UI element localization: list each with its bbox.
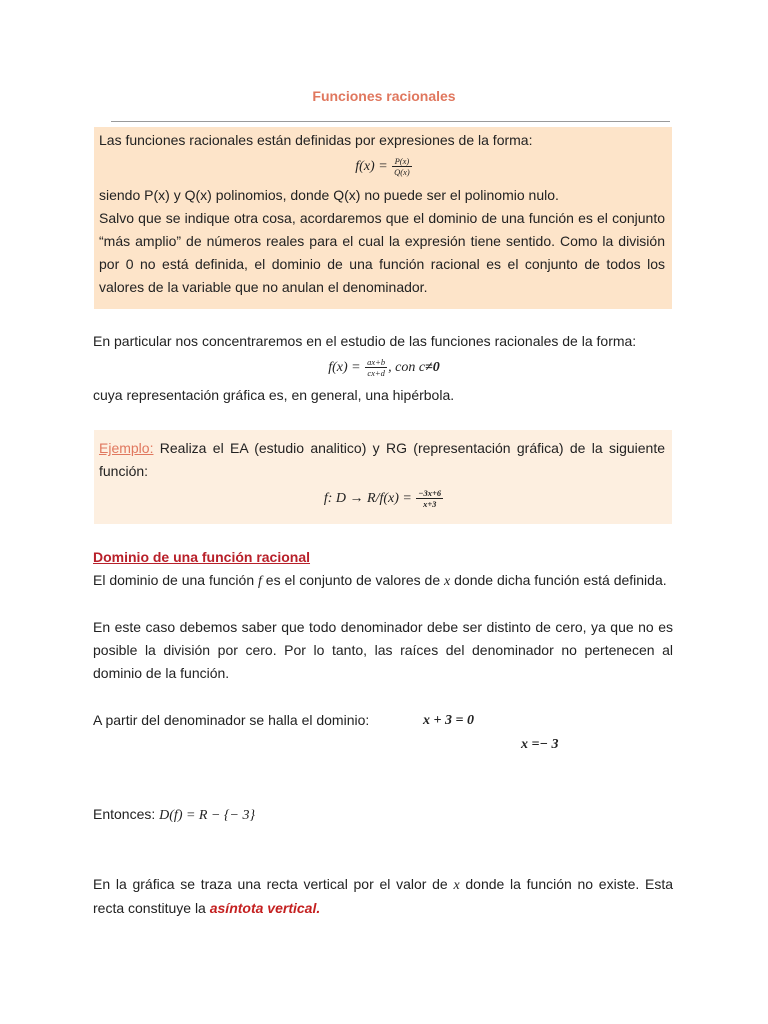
equation-1 <box>423 709 474 732</box>
formula-numerator: P(x) <box>392 156 412 167</box>
dominio-paragraph-2: En este caso debemos saber que todo denominador debe ser distinto de cero, ya que no es posible la división por cero. Por lo tanto, las raíces del denominador no pertenecen al dominio de la función. <box>93 619 673 681</box>
particular-formula <box>0 357 768 378</box>
text-run: El dominio de una función <box>93 572 258 588</box>
asintota-vertical-term: asíntota vertical. <box>209 900 321 916</box>
text-run: donde dicha función está definida. <box>450 572 667 588</box>
domain-expression: D(f) = R − {− 3} <box>159 808 256 823</box>
text-run: En la gráfica se traza una recta vertical por el valor de <box>93 876 454 892</box>
section-heading-dominio <box>93 546 673 569</box>
math-f: f <box>258 574 262 589</box>
formula-numerator: −3x+6 <box>418 488 442 498</box>
formula-fraction <box>392 156 412 177</box>
particular-line-2: cuya representación gráfica es, en general, una hipérbola. <box>93 387 455 403</box>
intro-line-2: siendo P(x) y Q(x) polinomios, donde Q(x) no puede ser el polinomio nulo. <box>99 187 559 203</box>
equation-1-text: x + 3 = 0 <box>423 713 474 728</box>
formula-numerator: ax+b <box>367 357 386 367</box>
math-x: x <box>444 574 451 589</box>
formula-lhs: f(x) = <box>328 360 365 376</box>
formula-denominator: x+3 <box>423 499 437 509</box>
section-heading-text: Dominio de una función racional <box>93 549 311 565</box>
entonces-line <box>93 803 673 827</box>
formula-fraction <box>416 488 443 509</box>
text-run: donde la función no existe. Esta recta constituye la <box>93 876 673 916</box>
dominio-paragraph-4 <box>93 873 673 920</box>
intro-formula <box>0 156 768 177</box>
title-divider <box>111 121 670 122</box>
formula-condition: , con c <box>388 360 426 376</box>
formula-fraction <box>365 357 387 378</box>
particular-line-1: En particular nos concentraremos en el estudio de las funciones racionales de la forma: <box>93 333 637 349</box>
intro-line-1: Las funciones racionales están definidas por expresiones de la forma: <box>99 132 533 148</box>
equation-2 <box>521 733 558 756</box>
formula-lhs: f: D → R/f(x) = <box>323 491 416 507</box>
formula-condition-operator: ≠0 <box>425 360 440 376</box>
entonces-label: Entonces: <box>93 806 160 822</box>
formula-lhs: f(x) = <box>355 159 392 175</box>
page-title: Funciones racionales <box>312 88 456 104</box>
intro-paragraph: Salvo que se indique otra cosa, acordaremos que el dominio de una función es el conjunto “más amplio” de números reales para el cual la expresión tiene sentido. Como la división por 0 no está definida, el dominio de una función racional es el conjunto de todos los valores de la variable que no anulan el denominador. <box>99 210 665 295</box>
example-formula <box>0 488 768 509</box>
formula-denominator: Q(x) <box>394 167 410 177</box>
example-statement: Realiza el EA (estudio analitico) y RG (representación gráfica) de la siguiente función: <box>99 440 665 479</box>
formula-denominator: cx+d <box>367 368 385 378</box>
equation-2-text: x =− 3 <box>521 737 559 752</box>
dominio-paragraph-1 <box>93 569 673 593</box>
dominio-paragraph-3: A partir del denominador se halla el dominio: <box>93 712 370 728</box>
example-label: Ejemplo: <box>99 440 154 456</box>
example-text <box>99 437 665 483</box>
math-x: x <box>453 878 460 893</box>
text-run: es el conjunto de valores de <box>261 572 445 588</box>
